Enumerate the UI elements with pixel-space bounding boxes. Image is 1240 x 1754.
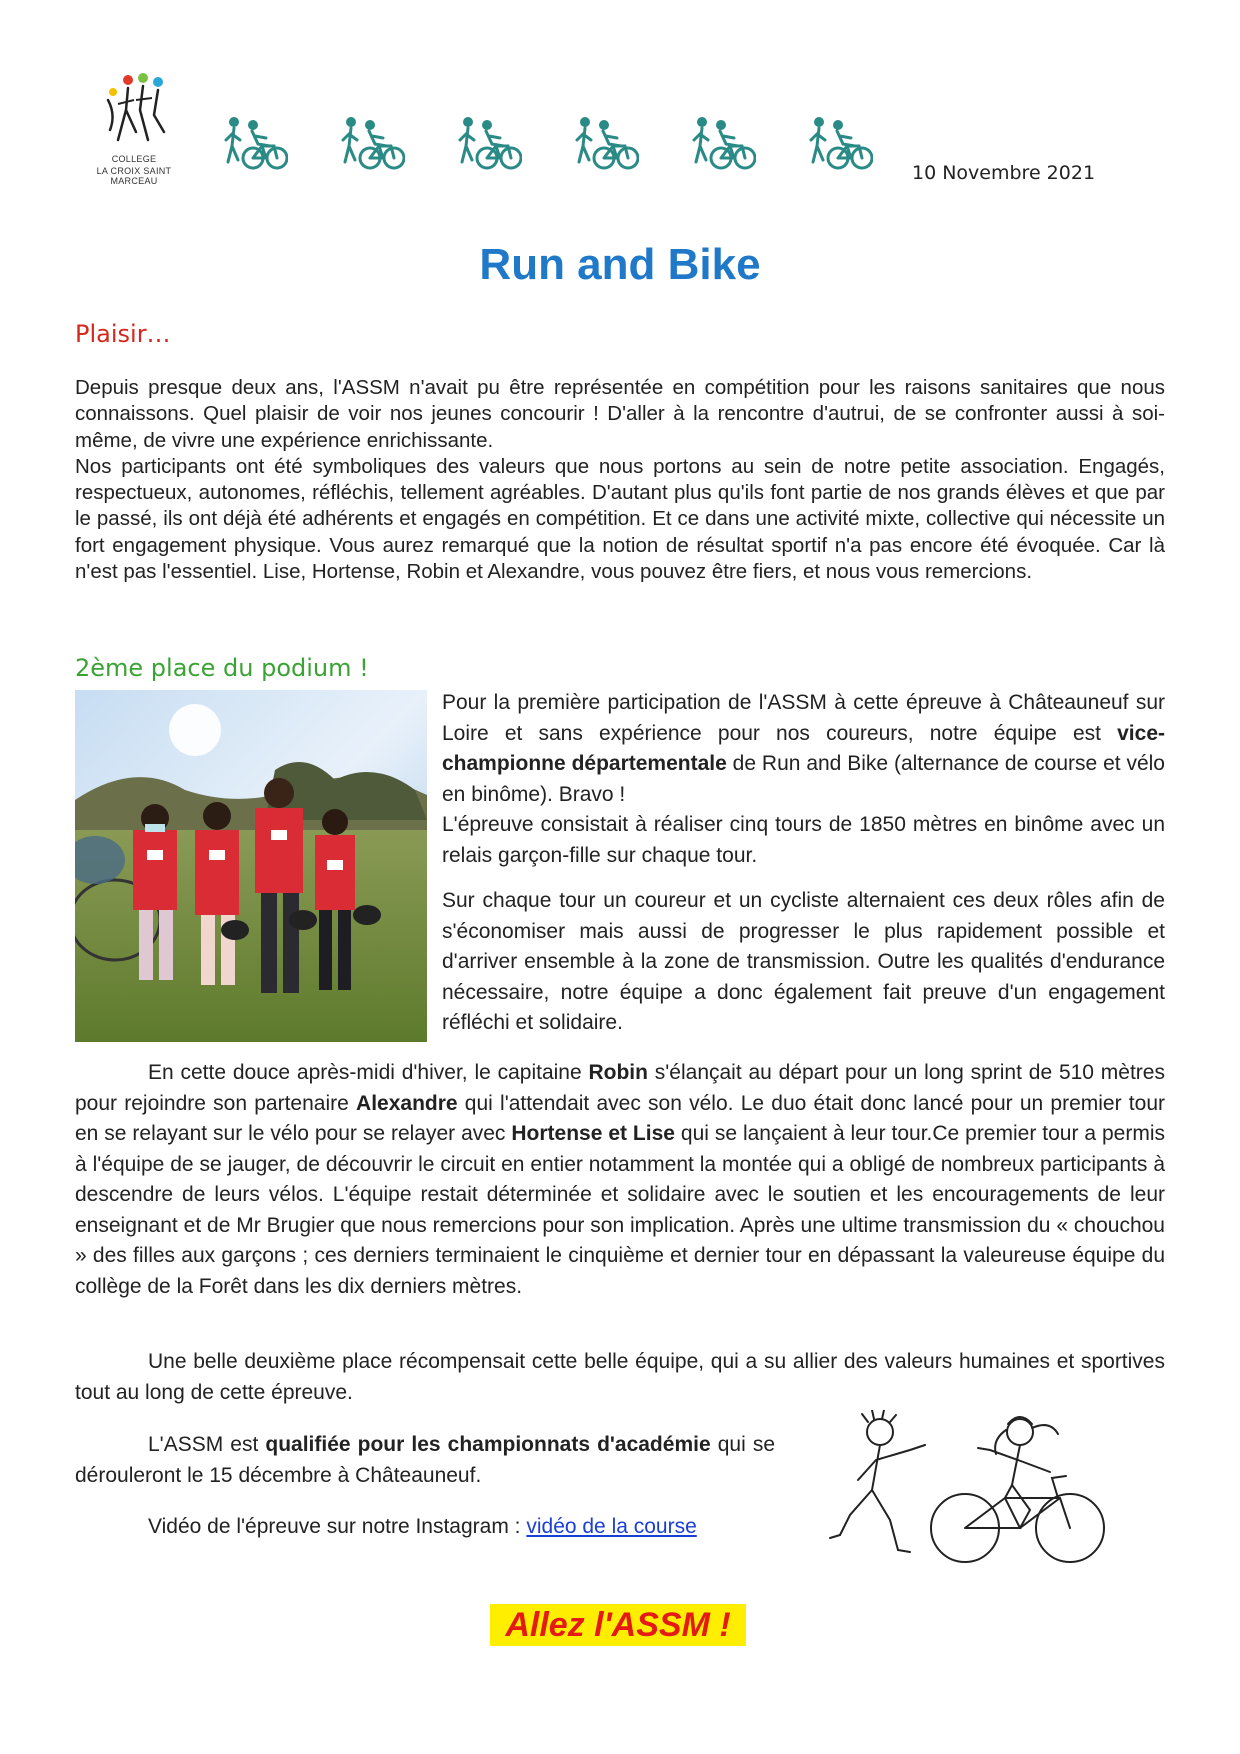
result-paragraph: Une belle deuxième place récompensait cette belle équipe, qui a su allier des valeurs humaines et sportives tout au long de cette épreuve. xyxy=(75,1350,1165,1404)
logo-line-2: LA CROIX SAINT MARCEAU xyxy=(96,166,172,186)
podium-paragraph-2: Sur chaque tour un coureur et un cycliste alternaient ces deux rôles afin de s'économiser mais aussi de progresser le plus rapidement possible et d'arriver ensemble à la zone de transmission. Outre les qualités d'endurance nécessaire, notre équipe a donc également fait preuve d'un engagement réfléchi et solidaire. xyxy=(442,889,1165,1034)
video-link[interactable]: vidéo de la course xyxy=(526,1515,697,1538)
run-bike-icon xyxy=(807,116,873,182)
qual-text-c: qui se dérouleront le 15 décembre à Châteauneuf. xyxy=(75,1433,775,1487)
story-text-a: En cette douce après-midi d'hiver, le capitaine xyxy=(148,1061,589,1084)
qual-text-bold: qualifiée pour les championnats d'académie xyxy=(265,1433,711,1456)
run-bike-icons-row xyxy=(222,116,872,182)
run-bike-icon xyxy=(690,116,756,182)
run-bike-icon xyxy=(222,116,288,182)
names-hortense-lise: Hortense et Lise xyxy=(511,1122,675,1145)
run-bike-cartoon xyxy=(800,1410,1130,1570)
story-text-c: s'élançait au départ pour un long sprint de 510 mètres pour rejoindre son partenaire xyxy=(75,1061,1165,1115)
podium-text-d: L'épreuve consistait à réaliser cinq tours de 1850 mètres en binôme avec un relais garçon-fille sur chaque tour. xyxy=(442,813,1165,867)
podium-paragraph-1 xyxy=(442,688,1165,871)
podium-text-bold: vice-championne départementale xyxy=(442,721,1165,775)
date: 10 Novembre 2021 xyxy=(912,162,1096,184)
team-photo xyxy=(75,690,427,1042)
slogan-banner: Allez l'ASSM ! xyxy=(490,1604,746,1646)
intro-text-2: Nos participants ont été symboliques des valeurs que nous portons au sein de notre petite association. Engagés, respectueux, autonomes, réfléchis, tellement agréables. D'autant plus qu'ils font partie de nos grands élèves et que par le passé, ils ont déjà été adhérents et engagés en compétition. Et ce dans une activité mixte, collective qui nécessite un fort engagement physique. Vous aurez remarqué que la notion de résultat sportif n'a pas encore été évoquée. Car là n'est pas l'essentiel. Lise, Hortense, Robin et Alexandre, vous pouvez être fiers, et nous vous remercions. xyxy=(75,454,1165,584)
podium-text-c: de Run and Bike (alternance de course et vélo en binôme). Bravo ! xyxy=(442,752,1165,806)
logo-line-1: COLLEGE xyxy=(111,154,157,164)
qual-text-a: L'ASSM est xyxy=(148,1433,266,1456)
college-logo xyxy=(88,70,180,186)
name-alexandre: Alexandre xyxy=(356,1091,458,1115)
run-bike-icon xyxy=(339,116,405,182)
video-text: Vidéo de l'épreuve sur notre Instagram : xyxy=(148,1515,527,1538)
logo-figures-icon xyxy=(88,70,180,150)
section-heading-podium: 2ème place du podium ! xyxy=(75,654,369,682)
qualification-paragraph xyxy=(75,1430,775,1491)
run-bike-icon xyxy=(456,116,522,182)
intro-text-1: Depuis presque deux ans, l'ASSM n'avait pu être représentée en compétition pour les raisons sanitaires que nous connaissons. Quel plaisir de voir nos jeunes concourir ! D'aller à la rencontre d'autrui, de se confronter aussi à soi-même, de vivre une expérience enrichissante. xyxy=(75,376,1165,452)
run-bike-icon xyxy=(573,116,639,182)
story-text-e: qui l'attendait avec son vélo. Le duo était donc lancé pour un premier tour en se relayant sur le vélo pour se relayer avec xyxy=(75,1091,1165,1145)
podium-text-a: Pour la première participation de l'ASSM à cette épreuve à Châteauneuf sur Loire et sans expérience pour nos coureurs, notre équipe est xyxy=(442,691,1165,745)
race-story-paragraph xyxy=(75,1058,1165,1302)
page-title: Run and Bike xyxy=(479,240,761,289)
story-text-g: qui se lançaient à leur tour.Ce premier tour a permis à l'équipe de se jauger, de découvrir le circuit en entier notamment la montée qui a obligé de nombreux participants à descendre de leurs vélos. L'équipe restait déterminée et solidaire avec le soutien et les encouragements de leur enseignant et de Mr Brugier que nous remercions pour son implication. Après une ultime transmission du « chouchou » des filles aux garçons ; ces derniers terminaient le cinquième et dernier tour en dépassant la valeureuse équipe du collège de la Forêt dans les dix derniers mètres. xyxy=(75,1122,1165,1298)
section-heading-plaisir: Plaisir… xyxy=(75,320,171,348)
name-robin: Robin xyxy=(588,1061,648,1084)
intro-paragraph xyxy=(75,375,1165,585)
